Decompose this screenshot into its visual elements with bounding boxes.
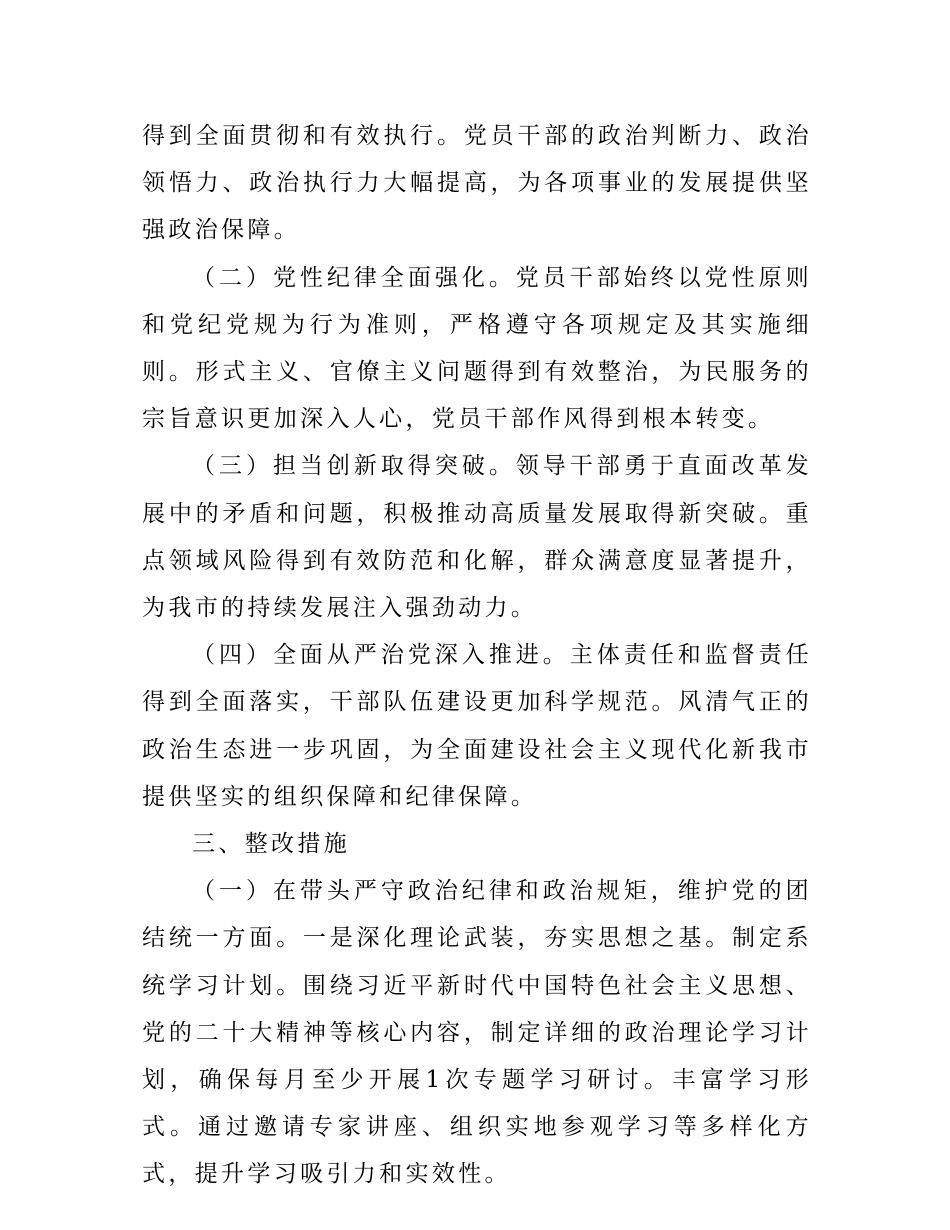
heading-rectification-measures: 三、整改措施: [192, 831, 351, 858]
paragraph-measure-1: （一）在带头严守政治纪律和政治规矩，维护党的团结统一方面。一是深化理论武装，夯实思想之基。制定系统学习计划。围绕习近平新时代中国特色社会主义思想、党的二十大精神等核心内容，制定详细的政治理论学习计划，确保每月至少开展1次专题学习研讨。丰富学习形式。通过邀请专家讲座、组织实地参观学习等多样化方式，提升学习吸引力和实效性。: [142, 878, 812, 1188]
paragraph-section-4: （四）全面从严治党深入推进。主体责任和监督责任得到全面落实，干部队伍建设更加科学规范。风清气正的政治生态进一步巩固，为全面建设社会主义现代化新我市提供坚实的组织保障和纪律保障。: [142, 642, 812, 810]
document-body: [142, 113, 812, 1199]
paragraph-section-2: （二）党性纪律全面强化。党员干部始终以党性原则和党纪党规为行为准则，严格遵守各项规定及其实施细则。形式主义、官僚主义问题得到有效整治，为民服务的宗旨意识更加深入人心，党员干部作风得到根本转变。: [142, 264, 812, 433]
paragraph-section-3: （三）担当创新取得突破。领导干部勇于直面改革发展中的矛盾和问题，积极推动高质量发展取得新突破。重点领域风险得到有效防范和化解，群众满意度显著提升，为我市的持续发展注入强劲动力。: [142, 453, 812, 622]
paragraph-continuation: 得到全面贯彻和有效执行。党员干部的政治判断力、政治领悟力、政治执行力大幅提高，为各项事业的发展提供坚强政治保障。: [142, 123, 812, 244]
